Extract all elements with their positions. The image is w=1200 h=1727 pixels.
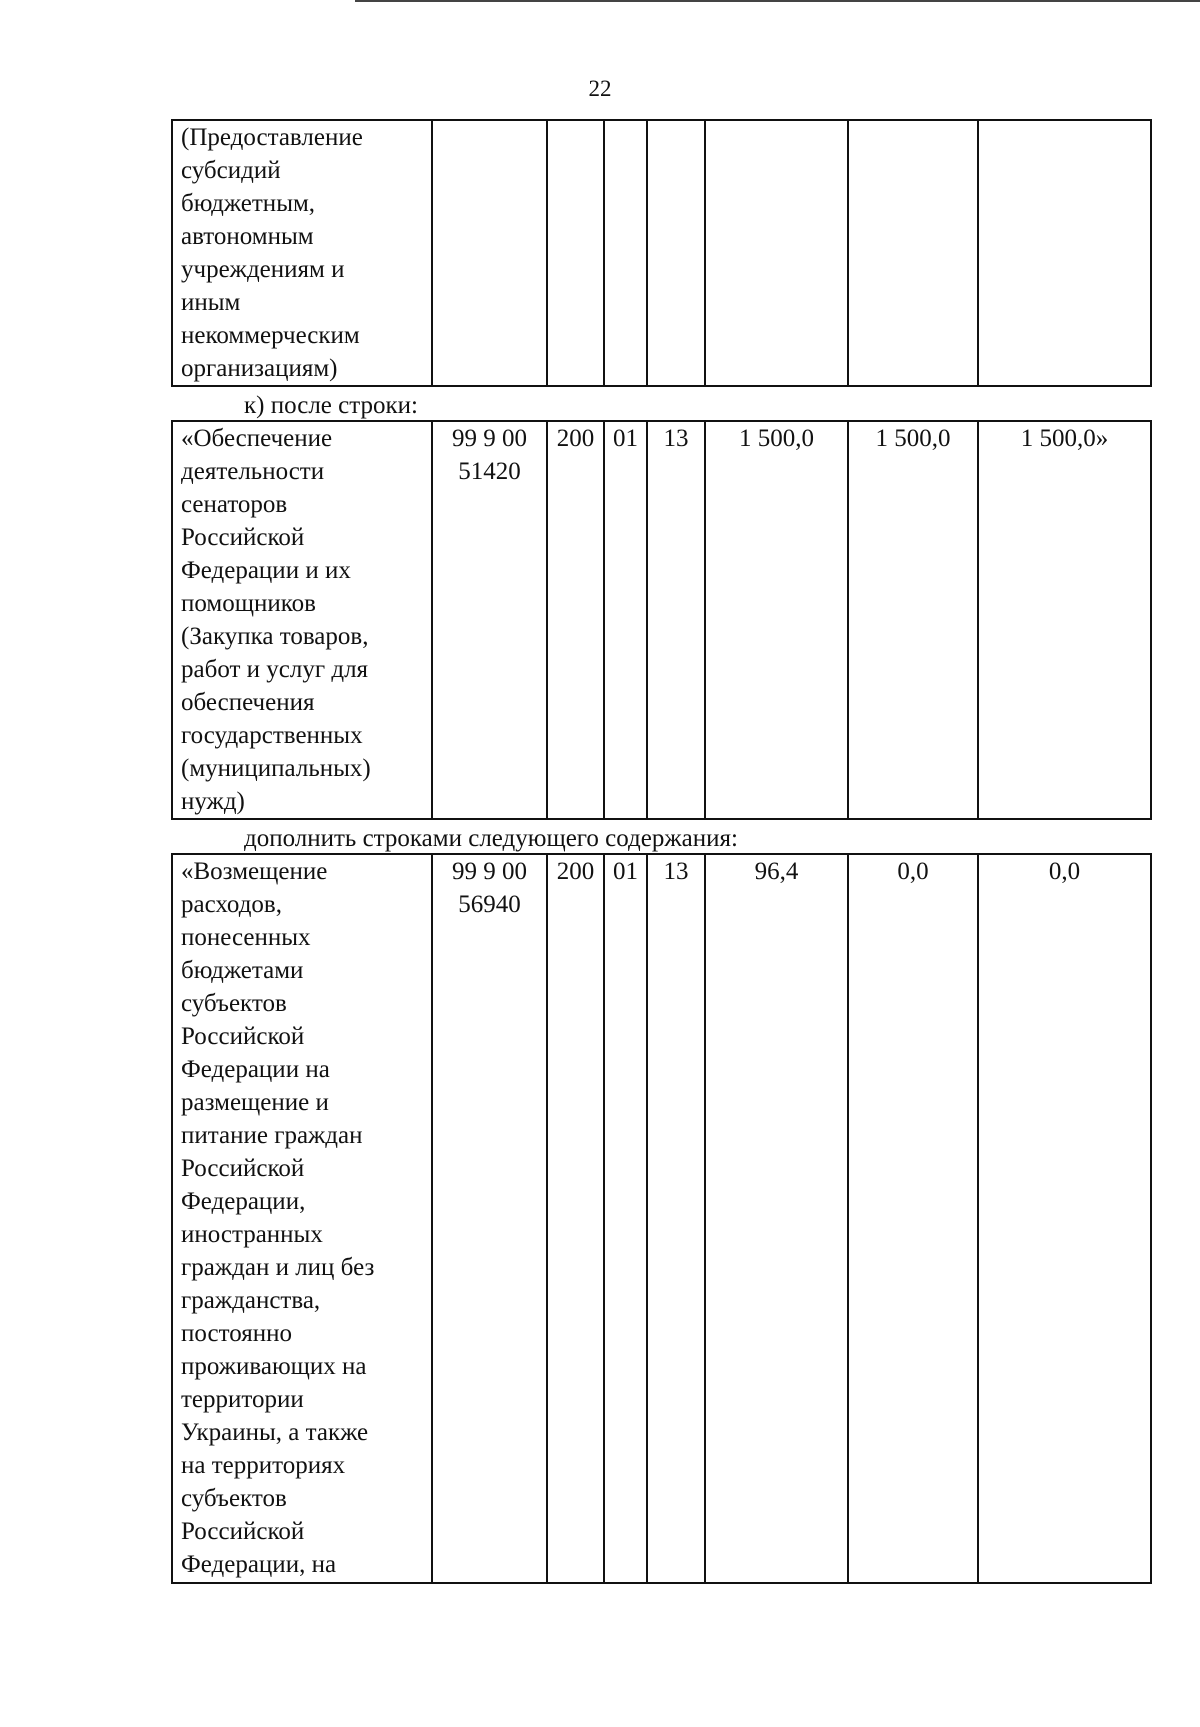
subsection-code: 13 bbox=[647, 421, 705, 819]
budget-table-2 bbox=[171, 420, 1152, 820]
amount-year-2: 0,0 bbox=[848, 854, 978, 1583]
budget-table-3 bbox=[171, 853, 1152, 1584]
row-description: «Обеспечение деятельности сенаторов Российской Федерации и их помощников (Закупка товаров, работ и услуг для обеспечения государственных (муниципальных) нужд) bbox=[172, 421, 432, 819]
amount-year-1: 96,4 bbox=[705, 854, 848, 1583]
subsection-code bbox=[647, 120, 705, 386]
table-row bbox=[172, 854, 1151, 1583]
expense-type-code bbox=[547, 120, 604, 386]
section-code: 01 bbox=[604, 854, 647, 1583]
amount-year-2: 1 500,0 bbox=[848, 421, 978, 819]
row-description: (Предоставление субсидий бюджетным, автономным учреждениям и иным некоммерческим организациям) bbox=[172, 120, 432, 386]
table-row bbox=[172, 120, 1151, 386]
target-article-code bbox=[432, 120, 547, 386]
budget-table-1 bbox=[171, 119, 1152, 387]
amount-year-3 bbox=[978, 120, 1151, 386]
amount-year-3: 1 500,0» bbox=[978, 421, 1151, 819]
target-article-code: 99 9 00 56940 bbox=[432, 854, 547, 1583]
section-code: 01 bbox=[604, 421, 647, 819]
amount-year-3: 0,0 bbox=[978, 854, 1151, 1583]
scan-top-border bbox=[355, 0, 1200, 2]
table-row bbox=[172, 421, 1151, 819]
instruction-text: дополнить строками следующего содержания: bbox=[244, 825, 738, 852]
page-number: 22 bbox=[588, 76, 612, 101]
amount-year-1 bbox=[705, 120, 848, 386]
amount-year-1: 1 500,0 bbox=[705, 421, 848, 819]
target-article-code: 99 9 00 51420 bbox=[432, 421, 547, 819]
instruction-text: к) после строки: bbox=[244, 392, 418, 419]
subsection-code: 13 bbox=[647, 854, 705, 1583]
row-description: «Возмещение расходов, понесенных бюджетами субъектов Российской Федерации на размещение и питание граждан Российской Федерации, иностранных граждан и лиц без гражданства, постоянно проживающих на территории Украины, а также на территориях субъектов Российской Федерации, на bbox=[172, 854, 432, 1583]
amount-year-2 bbox=[848, 120, 978, 386]
expense-type-code: 200 bbox=[547, 854, 604, 1583]
section-code bbox=[604, 120, 647, 386]
expense-type-code: 200 bbox=[547, 421, 604, 819]
